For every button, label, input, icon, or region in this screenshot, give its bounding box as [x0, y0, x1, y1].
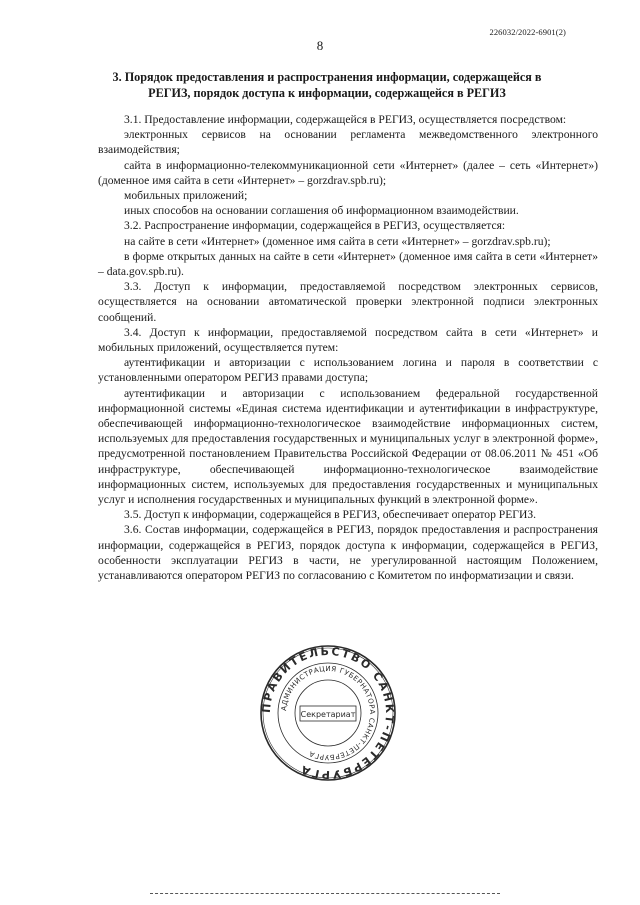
stamp-outer-text: ПРАВИТЕЛЬСТВО САНКТ-ПЕТЕРБУРГА	[259, 644, 397, 782]
paragraph: 3.6. Состав информации, содержащейся в РЕГИЗ, порядок предоставления и распространения информации, содержащейся в РЕГИЗ, порядок доступа к информации, содержащейся в РЕГИЗ, особенности эксплуатации РЕГИЗ в части, не урегулированной настоящим Положением, устанавливаются оператором РЕГИЗ по согласованию с Комитетом по информатизации и связи.	[98, 523, 598, 583]
paragraph: на сайте в сети «Интернет» (доменное имя сайта в сети «Интернет» – gorzdrav.spb.ru);	[124, 234, 551, 248]
page-number: 8	[316, 38, 324, 53]
paragraph: 3.3. Доступ к информации, предоставляемой посредством электронных сервисов, осуществляется на основании автоматической проверки электронной подписи электронных сообщений.	[98, 280, 598, 324]
stamp-inner-text: АДМИНИСТРАЦИЯ ГУБЕРНАТОРА САНКТ-ПЕТЕРБУРГА	[279, 664, 377, 762]
paragraph: сайта в информационно-телекоммуникационной сети «Интернет» (далее – сеть «Интернет») (доменное имя сайта в сети «Интернет» – gorzdrav.spb.ru);	[98, 158, 598, 187]
paragraph: электронных сервисов на основании регламента межведомственного электронного взаимодействия;	[98, 128, 598, 157]
document-body	[98, 112, 598, 583]
paragraph: 3.1. Предоставление информации, содержащейся в РЕГИЗ, осуществляется посредством:	[124, 113, 567, 126]
paragraph: 3.4. Доступ к информации, предоставляемой посредством сайта в сети «Интернет» и мобильных приложений, осуществляется путем:	[98, 325, 598, 355]
section-heading: 3. Порядок предоставления и распространения информации, содержащейся в РЕГИЗ, порядок доступа к информации, содержащейся в РЕГИЗ	[112, 70, 542, 100]
paragraph: 3.2. Распространение информации, содержащейся в РЕГИЗ, осуществляется:	[124, 219, 506, 233]
bottom-rule	[150, 893, 500, 894]
paragraph: аутентификации и авторизации с использованием федеральной государственной информационной системы «Единая система идентификации и аутентификации в инфраструктуре, обеспечивающей информационно-технологическое взаимодействие информационных систем, используемых для предоставления государственных и муниципальных услуг в электронной форме», предусмотренной постановлением Правительства Российской Федерации от 08.06.2011 № 451 «Об инфраструктуре, обеспечивающей информационно-технологическое взаимодействие информационных систем, используемых для предоставления государственных и муниципальных услуг и исполнения государственных и муниципальных функций в электронной форме».	[98, 386, 598, 507]
paragraph: в форме открытых данных на сайте в сети «Интернет» (доменное имя сайта в сети «Интернет» – data.gov.spb.ru).	[98, 249, 598, 279]
stamp-center-text: Секретариат	[300, 710, 356, 719]
official-seal-stamp	[258, 643, 398, 783]
paragraph: иных способов на основании соглашения об информационном взаимодействии.	[124, 204, 519, 218]
paragraph: аутентификации и авторизации с использованием логина и пароля в соответствии с установленными оператором РЕГИЗ правами доступа;	[98, 356, 598, 385]
paragraph: 3.5. Доступ к информации, содержащейся в РЕГИЗ, обеспечивает оператор РЕГИЗ.	[124, 508, 537, 522]
document-number: 226032/2022-6901(2)	[489, 27, 566, 37]
paragraph: мобильных приложений;	[124, 189, 248, 203]
